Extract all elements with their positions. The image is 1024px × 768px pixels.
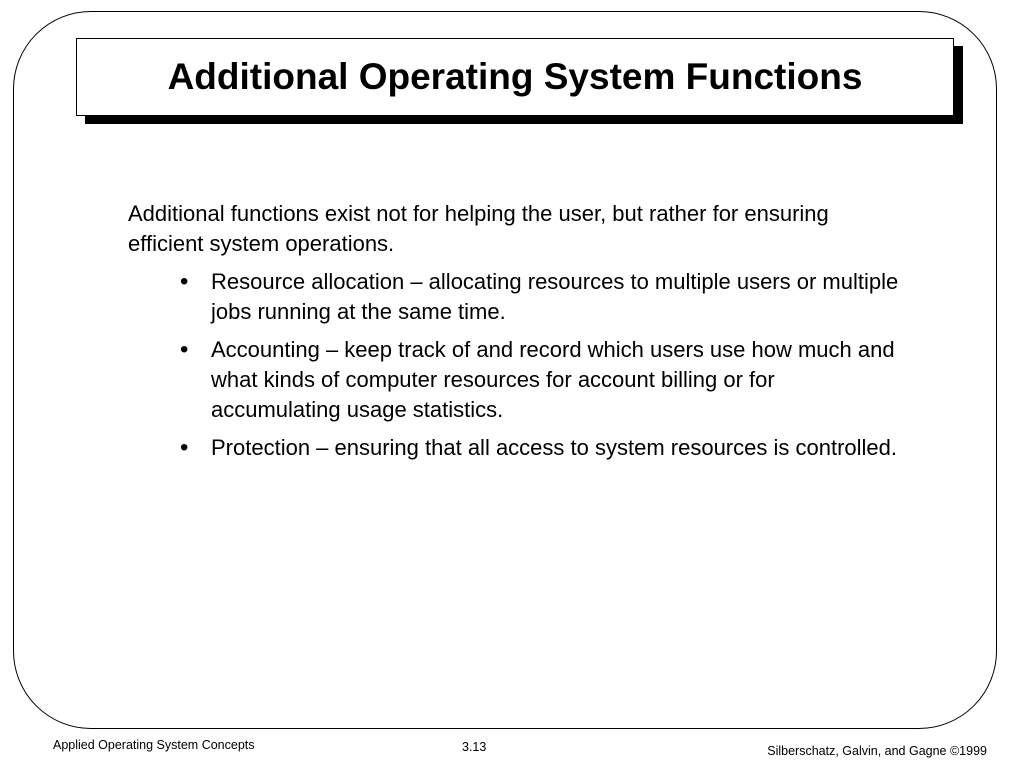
slide-title: Additional Operating System Functions	[167, 56, 863, 97]
intro-paragraph: Additional functions exist not for helping the user, but rather for ensuring efficient system operations.	[128, 201, 829, 256]
bullet-text: Protection – ensuring that all access to system resources is controlled.	[211, 435, 897, 460]
bullet-list	[128, 267, 898, 463]
footer-credit: Silberschatz, Galvin, and Gagne ©1999	[767, 744, 987, 758]
footer-course: Applied Operating System Concepts	[53, 738, 255, 752]
title-box	[76, 38, 954, 116]
list-item	[128, 267, 901, 327]
slide-body	[128, 199, 898, 471]
footer-page-number: 3.13	[462, 740, 487, 754]
bullet-text: Accounting – keep track of and record which users use how much and what kinds of computer resources for account billing or for accumulating usage statistics.	[211, 337, 895, 422]
list-item	[128, 433, 901, 463]
bullet-icon: •	[180, 434, 189, 461]
bullet-text: Resource allocation – allocating resources to multiple users or multiple jobs running at the same time.	[211, 269, 899, 324]
list-item	[128, 335, 901, 425]
bullet-icon: •	[180, 336, 189, 363]
bullet-icon: •	[180, 268, 189, 295]
